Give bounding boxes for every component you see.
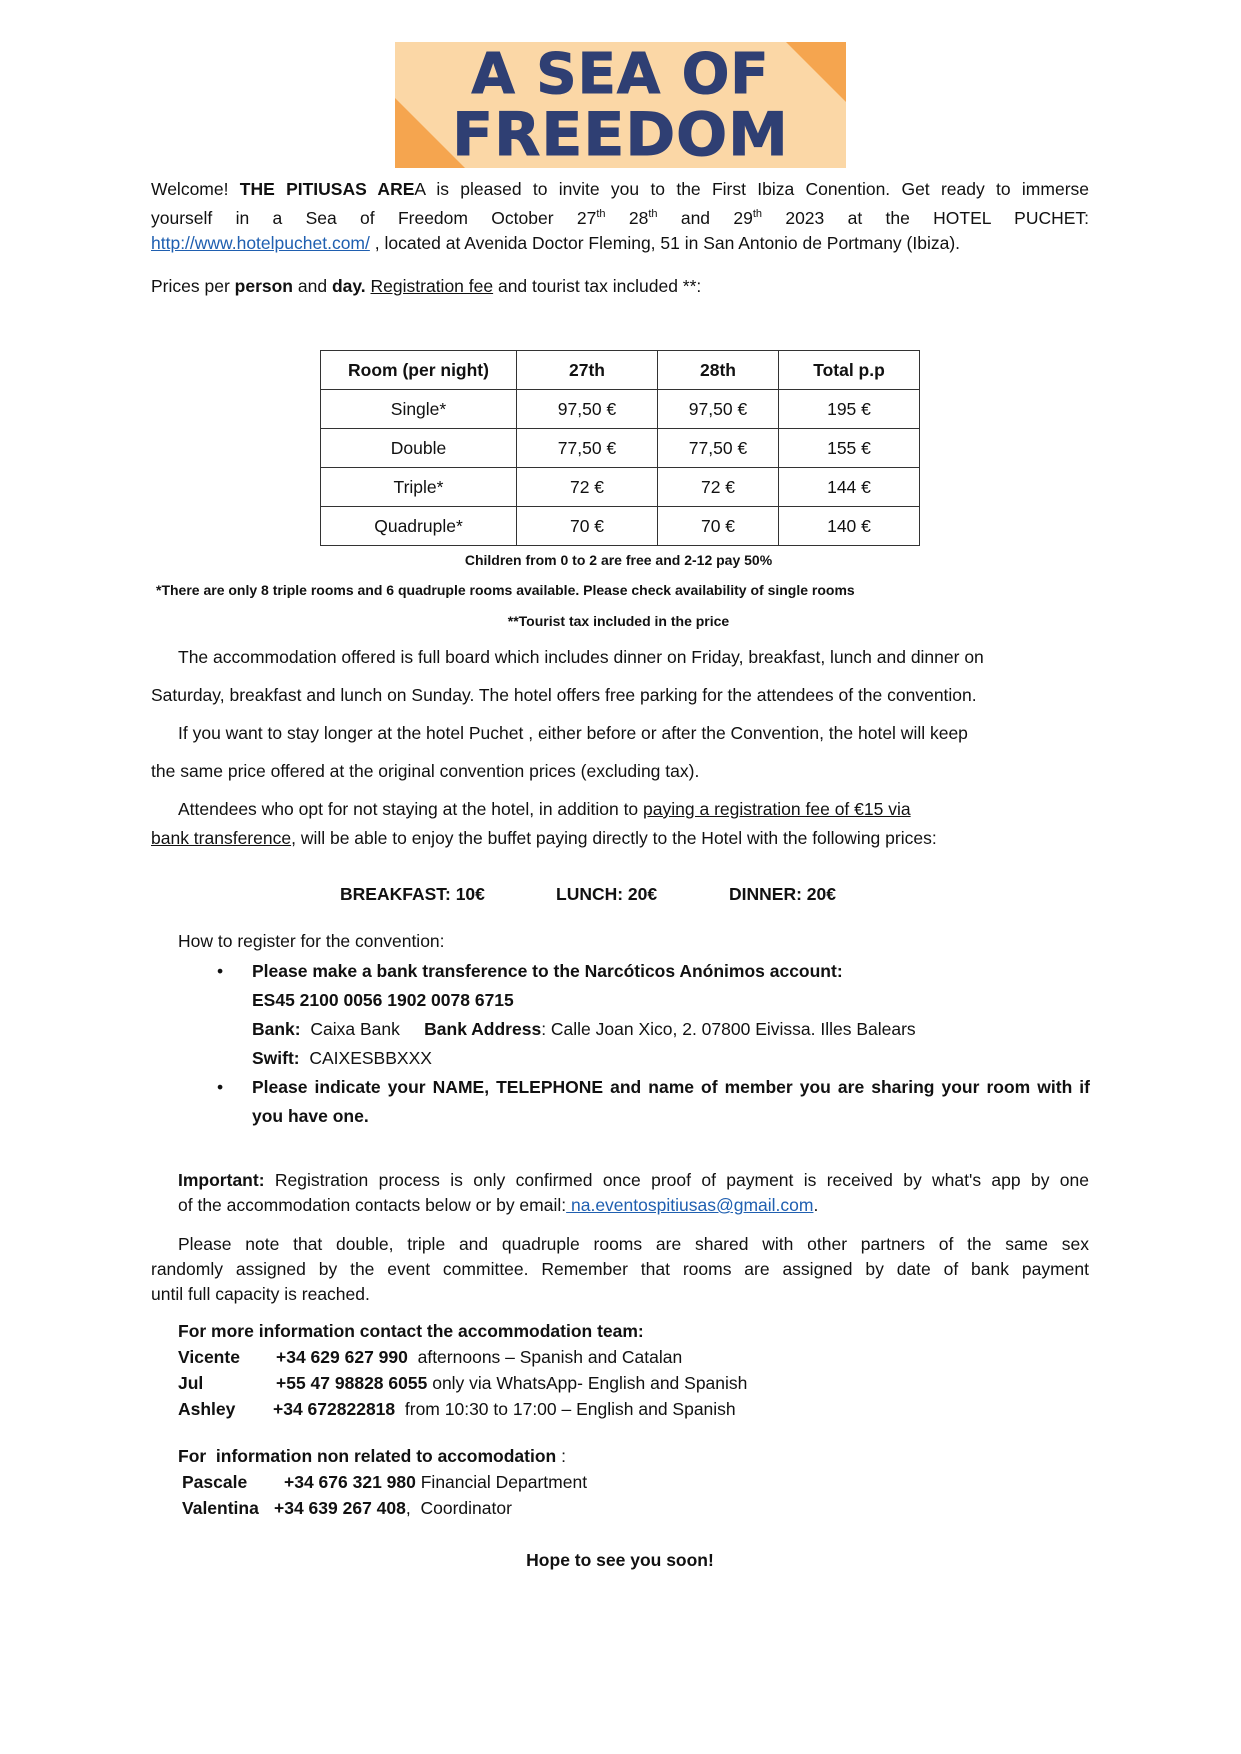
table-cell: 77,50 € — [517, 429, 658, 468]
board-line-2: Saturday, breakfast and lunch on Sunday. The hotel offers free parking for the attendees of the convention. — [151, 685, 977, 705]
iban: ES45 2100 0056 1902 0078 6715 — [252, 990, 514, 1010]
table-cell: 195 € — [779, 390, 920, 429]
other-team-heading: For information non related to accomodation : — [178, 1446, 566, 1466]
list-item — [185, 1073, 1090, 1131]
attendees-line-2: bank transference, will be able to enjoy the buffet paying directly to the Hotel with the following prices: — [151, 828, 937, 848]
table-header: Room (per night) — [321, 351, 517, 390]
logo-line-1: A SEA OF — [471, 42, 770, 107]
meal-dinner: DINNER: 20€ — [729, 884, 836, 904]
contact-row: Valentina +34 639 267 408, Coordinator — [182, 1498, 512, 1518]
table-cell: Quadruple* — [321, 507, 517, 546]
attendees-line-1: Attendees who opt for not staying at the hotel, in addition to paying a registration fee of €15 via — [178, 799, 911, 819]
logo-line-2: FREEDOM — [452, 100, 789, 168]
stay-line-2: the same price offered at the original convention prices (excluding tax). — [151, 761, 700, 781]
prices-table — [320, 350, 920, 546]
bullet-icon: • — [217, 1077, 224, 1097]
table-row — [321, 507, 920, 546]
table-cell: 140 € — [779, 507, 920, 546]
intro-line-1: Welcome! THE PITIUSAS AREA is pleased to invite you to the First Ibiza Conention. Get ready to immerse — [151, 179, 1090, 199]
closing-line: Hope to see you soon! — [526, 1550, 714, 1570]
contact-row: Vicente +34 629 627 990 afternoons – Spanish and Catalan — [178, 1347, 683, 1367]
list-item — [185, 957, 1090, 1073]
intro-line-3: http://www.hotelpuchet.com/ , located at Avenida Doctor Fleming, 51 in San Antonio de Portmany (Ibiza). — [151, 232, 961, 253]
bank-transfer-instruction: Please make a bank transference to the Narcóticos Anónimos account: — [252, 961, 843, 981]
accommodation-team-heading: For more information contact the accommodation team: — [178, 1321, 644, 1341]
stay-line-1: If you want to stay longer at the hotel Puchet , either before or after the Convention, the hotel will keep — [178, 723, 968, 743]
table-cell: Double — [321, 429, 517, 468]
table-cell: 97,50 € — [658, 390, 779, 429]
email-link[interactable]: na.eventospitiusas@gmail.com — [566, 1195, 814, 1215]
bullet-icon: • — [217, 961, 224, 981]
contact-instruction: Please indicate your NAME, TELEPHONE and name of member you are sharing your room with if you have one. — [252, 1077, 1090, 1126]
intro-line-2: yourself in a Sea of Freedom October 27th 28th and 29th 2023 at the HOTEL PUCHET: — [151, 207, 1090, 228]
table-header: 27th — [517, 351, 658, 390]
bank-details: Bank: Caixa Bank Bank Address: Calle Joan Xico, 2. 07800 Eivissa. Illes Balears — [252, 1019, 916, 1039]
table-header: Total p.p — [779, 351, 920, 390]
table-cell: 72 € — [517, 468, 658, 507]
hotel-link[interactable]: http://www.hotelpuchet.com/ — [151, 232, 370, 253]
meal-lunch: LUNCH: 20€ — [556, 884, 658, 904]
table-header: 28th — [658, 351, 779, 390]
prices-intro: Prices per person and day. Registration fee and tourist tax included **: — [151, 276, 702, 296]
contact-row: Ashley +34 672822818 from 10:30 to 17:00 – English and Spanish — [178, 1399, 736, 1419]
rooms-note: *There are only 8 triple rooms and 6 quadruple rooms available. Please check availability of single rooms — [156, 582, 855, 598]
intro-paragraph — [151, 177, 1089, 256]
table-cell: 72 € — [658, 468, 779, 507]
table-row — [321, 429, 920, 468]
table-cell: Single* — [321, 390, 517, 429]
table-cell: 70 € — [517, 507, 658, 546]
board-line-1: The accommodation offered is full board which includes dinner on Friday, breakfast, lunch and dinner on — [178, 647, 984, 667]
contact-row: Pascale +34 676 321 980 Financial Department — [182, 1472, 588, 1492]
table-cell: 144 € — [779, 468, 920, 507]
logo-banner — [395, 42, 846, 168]
table-row — [321, 468, 920, 507]
meal-breakfast: BREAKFAST: 10€ — [340, 884, 485, 904]
tax-note: **Tourist tax included in the price — [507, 613, 730, 629]
sharing-paragraph: Please note that double, triple and quadruple rooms are shared with other partners of the same sex randomly assigned by the event committee. Remember that rooms are assigned by date of bank payment until full capacity is reached. — [151, 1234, 1089, 1304]
table-cell: 70 € — [658, 507, 779, 546]
register-heading: How to register for the convention: — [178, 931, 445, 951]
table-header-row — [321, 351, 920, 390]
table-cell: 155 € — [779, 429, 920, 468]
table-row — [321, 390, 920, 429]
table-cell: Triple* — [321, 468, 517, 507]
important-paragraph: Important: Registration process is only confirmed once proof of payment is received by what's app by one of the accommodation contacts below or by email: na.eventospitiusas@gmail.com. — [178, 1170, 1089, 1215]
table-cell: 77,50 € — [658, 429, 779, 468]
table-cell: 97,50 € — [517, 390, 658, 429]
contact-row: Jul +55 47 98828 6055 only via WhatsApp- English and Spanish — [178, 1373, 748, 1393]
register-steps — [185, 957, 1090, 1131]
swift: Swift: CAIXESBBXXX — [252, 1048, 432, 1068]
children-note: Children from 0 to 2 are free and 2-12 pay 50% — [464, 552, 773, 568]
